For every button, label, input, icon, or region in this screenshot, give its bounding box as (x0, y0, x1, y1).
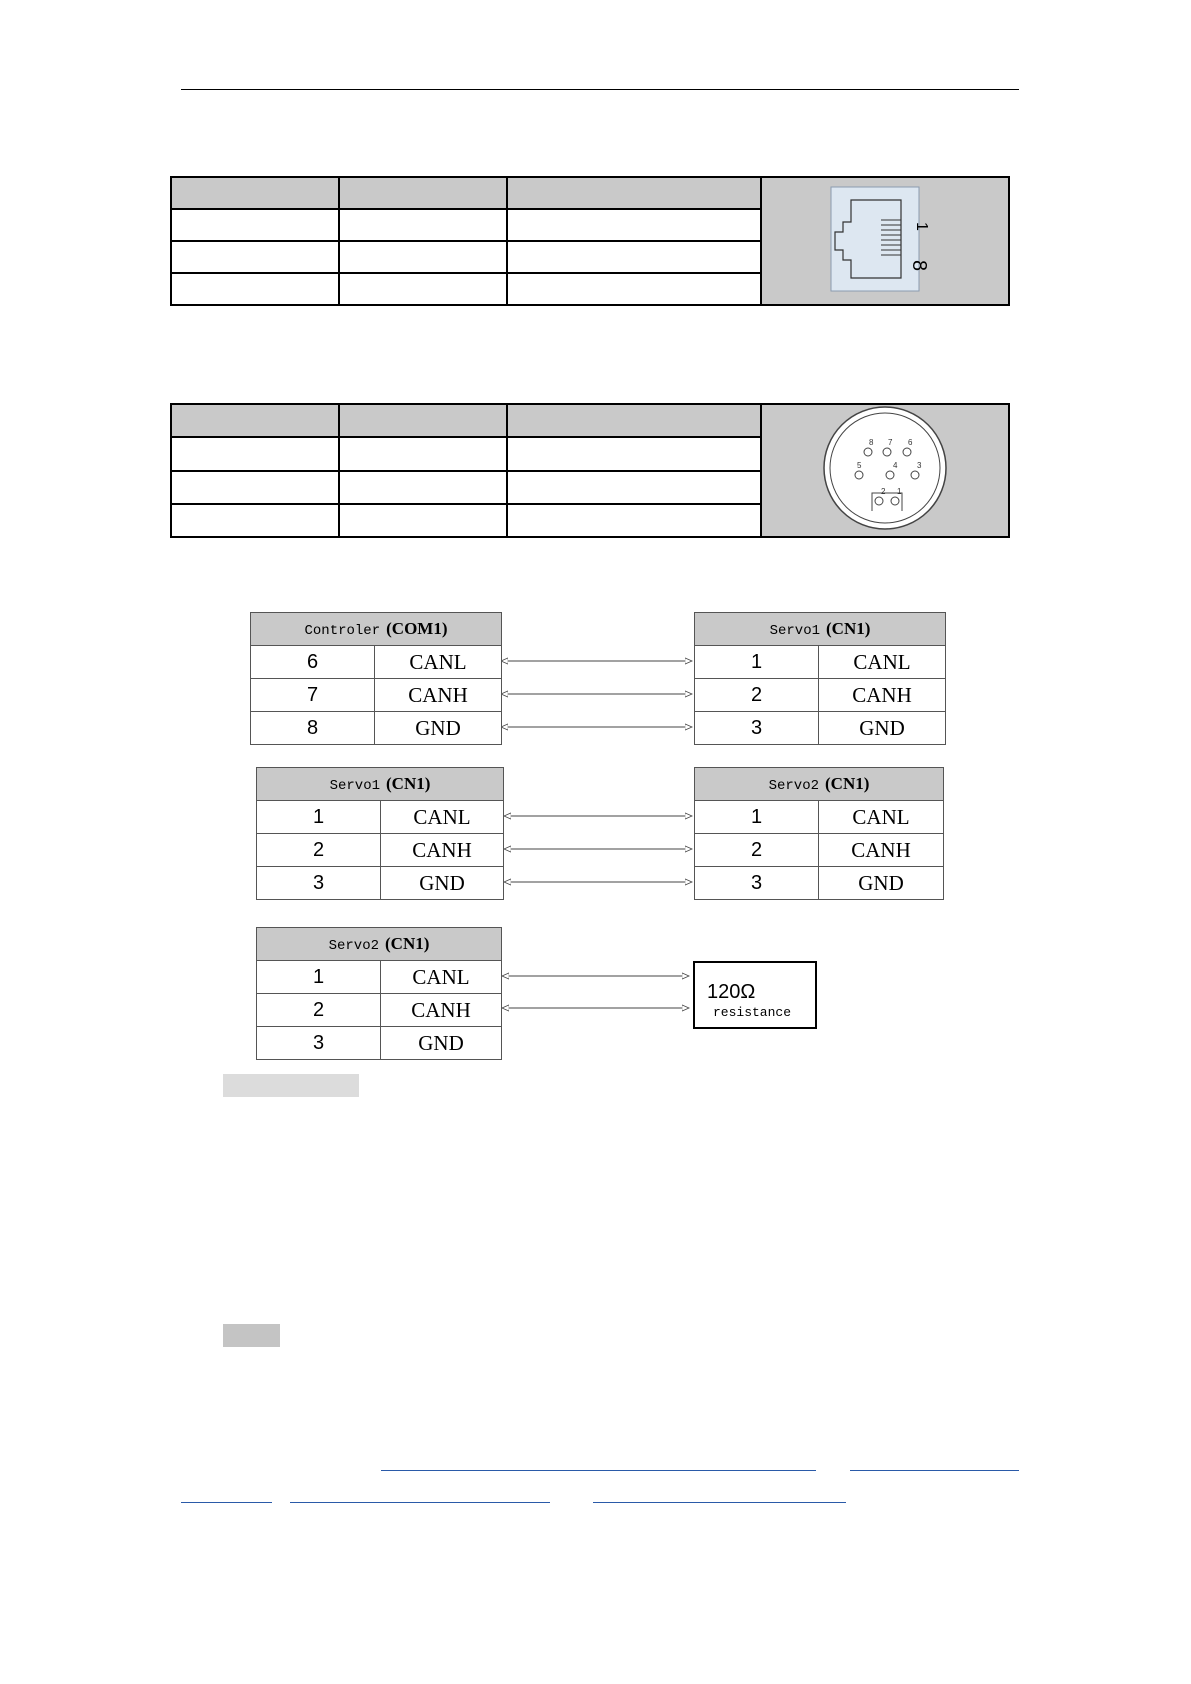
block-title: Servo2 (CN1) (695, 768, 943, 801)
pin-label: 6 (908, 438, 913, 447)
block-title: Controler (COM1) (251, 613, 501, 646)
servo1-cn1-block (256, 767, 504, 900)
servo2-cn1-block (694, 767, 944, 900)
pin-label: 1 (913, 221, 930, 231)
table-row: 1 CANL (695, 646, 945, 679)
connection-lines (501, 661, 692, 1008)
hyperlink-underline[interactable] (181, 1502, 272, 1503)
terminator-resistor-box (693, 961, 817, 1029)
resistor-value: 120Ω (707, 981, 756, 1003)
pin-label: 4 (893, 461, 898, 470)
hyperlink-underline[interactable] (290, 1502, 550, 1503)
pin-label: 8 (908, 259, 930, 271)
hyperlink-underline[interactable] (850, 1470, 1019, 1471)
controller-com1-block (250, 612, 502, 745)
section-highlight (223, 1324, 280, 1347)
table-row: 1 CANL (257, 801, 503, 834)
table-row: 2 CANH (695, 679, 945, 712)
table-row: 3 GND (695, 867, 943, 899)
pin-label: 5 (857, 461, 862, 470)
block-title: Servo1 (CN1) (257, 768, 503, 801)
block-title: Servo2 (CN1) (257, 928, 501, 961)
hyperlink-underline[interactable] (381, 1470, 816, 1471)
hyperlink-underline[interactable] (593, 1502, 846, 1503)
table-row: 1 CANL (257, 961, 501, 994)
pin-label: 8 (869, 438, 874, 447)
table-row: 8 GND (251, 712, 501, 744)
servo1-cn1-block (694, 612, 946, 745)
pin-label: 1 (897, 487, 902, 496)
table-row: 1 CANL (695, 801, 943, 834)
table-row: 2 CANH (695, 834, 943, 867)
section-highlight (223, 1074, 359, 1097)
table-row: 2 CANH (257, 834, 503, 867)
table-row: 3 GND (257, 867, 503, 899)
pin-label: 7 (888, 438, 893, 447)
block-title: Servo1 (CN1) (695, 613, 945, 646)
servo2-cn1-block (256, 927, 502, 1060)
table-row: 3 GND (257, 1027, 501, 1059)
table-row: 2 CANH (257, 994, 501, 1027)
resistor-label: resistance (713, 1005, 792, 1020)
table-row: 7 CANH (251, 679, 501, 712)
pin-label: 3 (917, 461, 922, 470)
table-row: 6 CANL (251, 646, 501, 679)
pin-label: 2 (881, 487, 886, 496)
table-row: 3 GND (695, 712, 945, 744)
